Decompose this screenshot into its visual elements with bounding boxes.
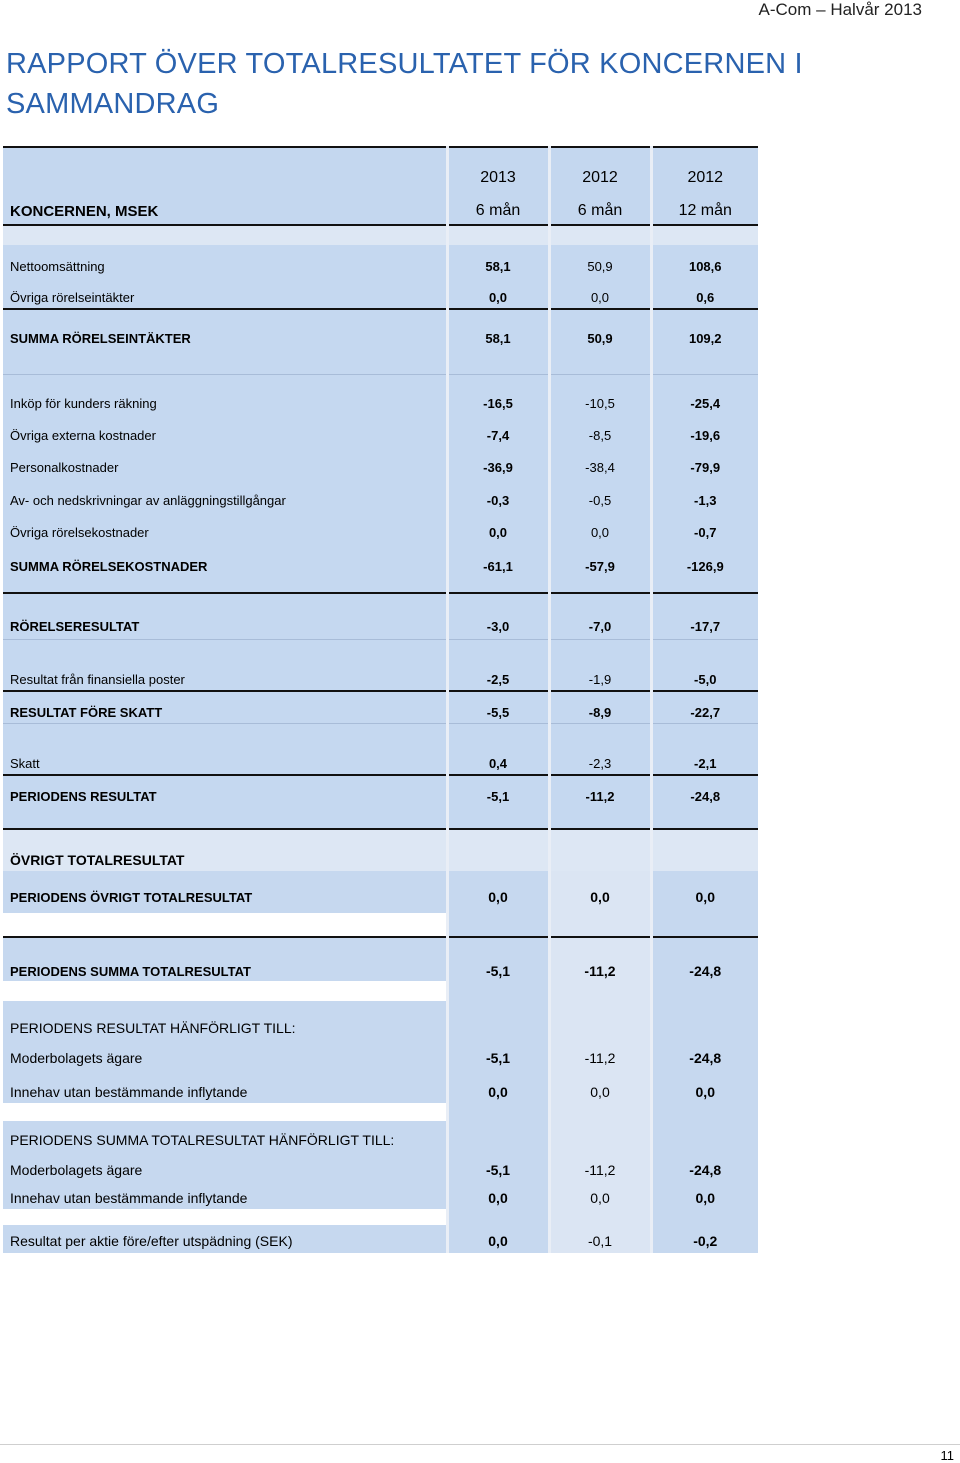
header-label: KONCERNEN, MSEK: [3, 189, 447, 225]
row-moderbolag-1: Moderbolagets ägare -5,1 -11,2 -24,8: [3, 1039, 758, 1069]
period-col-2: 6 mån: [549, 189, 651, 225]
row-fore-skatt: RESULTAT FÖRE SKATT -5,5 -8,9 -22,7: [3, 691, 758, 723]
row-periodens-ovrigt: PERIODENS ÖVRIGT TOTALRESULTAT 0,0 0,0 0,0: [3, 871, 758, 913]
row-ovrigt-totalresultat-heading: ÖVRIGT TOTALRESULTAT: [3, 829, 758, 871]
period-col-1: 6 mån: [447, 189, 549, 225]
row-finansiella: Resultat från finansiella poster -2,5 -1,9 -5,0: [3, 653, 758, 691]
header-periods-row: [3, 189, 758, 225]
row-moderbolag-2: Moderbolagets ägare -5,1 -11,2 -24,8: [3, 1151, 758, 1181]
year-col-2: 2012: [549, 147, 651, 189]
row-nettoomsattning: Nettoomsättning 58,1 50,9 108,6: [3, 245, 758, 277]
row-innehav-1: Innehav utan bestämmande inflytande 0,0 0,0 0,0: [3, 1069, 758, 1103]
row-avskrivningar: Av- och nedskrivningar av anläggningstillgångar -0,3 -0,5 -1,3: [3, 478, 758, 511]
footer-divider: [0, 1444, 960, 1445]
year-col-3: 2012: [651, 147, 758, 189]
row-ovriga-externa: Övriga externa kostnader -7,4 -8,5 -19,6: [3, 414, 758, 446]
row-periodens-resultat: PERIODENS RESULTAT -5,1 -11,2 -24,8: [3, 775, 758, 807]
year-col-1: 2013: [447, 147, 549, 189]
document-header: A-Com – Halvår 2013: [758, 0, 922, 19]
row-personal: Personalkostnader -36,9 -38,4 -79,9: [3, 446, 758, 478]
row-hanforligt-heading-1: PERIODENS RESULTAT HÄNFÖRLIGT TILL:: [3, 1001, 758, 1039]
row-ovriga-rorelseintakter: Övriga rörelseintäkter 0,0 0,0 0,6: [3, 277, 758, 309]
statement-grid: [3, 146, 758, 1253]
row-skatt: Skatt 0,4 -2,3 -2,1: [3, 737, 758, 775]
row-innehav-2: Innehav utan bestämmande inflytande 0,0 0,0 0,0: [3, 1181, 758, 1209]
income-statement-table: [3, 146, 758, 1253]
page-title: RAPPORT ÖVER TOTALRESULTATET FÖR KONCERNEN I SAMMANDRAG: [6, 48, 803, 120]
row-summa-rorelsekostnader: SUMMA RÖRELSEKOSTNADER -61,1 -57,9 -126,9: [3, 543, 758, 577]
row-ovriga-rorelsekostnader: Övriga rörelsekostnader 0,0 0,0 -0,7: [3, 511, 758, 543]
header-years-row: [3, 147, 758, 189]
period-col-3: 12 mån: [651, 189, 758, 225]
row-hanforligt-heading-2: PERIODENS SUMMA TOTALRESULTAT HÄNFÖRLIGT TILL:: [3, 1121, 758, 1151]
row-summa-rorelseintakter: SUMMA RÖRELSEINTÄKTER 58,1 50,9 109,2: [3, 309, 758, 352]
row-periodens-summa: PERIODENS SUMMA TOTALRESULTAT -5,1 -11,2 -24,8: [3, 937, 758, 981]
row-inkop: Inköp för kunders räkning -16,5 -10,5 -25,4: [3, 388, 758, 414]
page-number: 11: [940, 1448, 954, 1463]
row-per-aktie: Resultat per aktie före/efter utspädning (SEK) 0,0 -0,1 -0,2: [3, 1225, 758, 1253]
row-rorelseresultat: RÖRELSERESULTAT -3,0 -7,0 -17,7: [3, 593, 758, 639]
